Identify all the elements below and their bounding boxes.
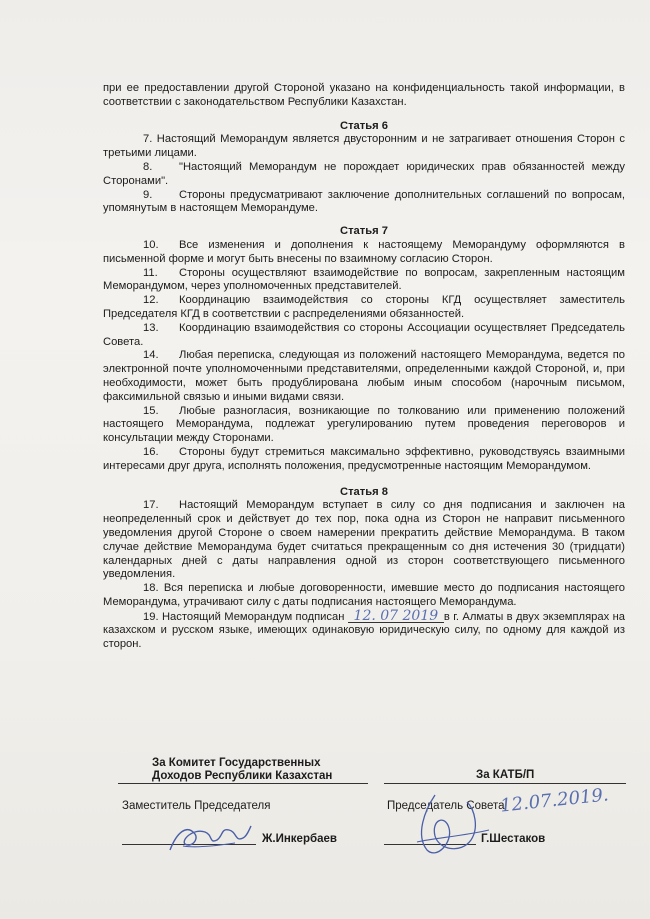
paragraph-19	[103, 607, 625, 652]
article-6-title: Статья 6	[340, 119, 388, 132]
paragraph-17-text: Настоящий Меморандум вступает в силу со дня подписания и заключен на неопределенный срок и действует до тех пор, пока одна из Сторон не направит письменного уведомления другой Стороне о своем намерении прекратить действие Меморандума. В таком случае действие Меморандума будет считаться прекращенным со дня истечения 30 (тридцати) календарных дней с даты направления одной из сторон соответствующего письменного уведомления.	[103, 499, 625, 581]
paragraph-12-text: Координацию взаимодействия со стороны КГД осуществляет заместитель Председателя КГД в соответствии с распределениями обязанностей.	[103, 294, 625, 320]
paragraph-8-text: "Настоящий Меморандум не порождает юридических прав обязанностей между Сторонами".	[103, 160, 625, 187]
paragraph-9	[103, 189, 625, 217]
paragraph-13-number: 13.	[143, 321, 159, 334]
paragraph-8-number: 8.	[143, 160, 153, 173]
left-party-line-2: Доходов Республики Казахстан	[152, 770, 333, 782]
paragraph-10-text: Все изменения и дополнения к настоящему Меморандуму оформляются в письменной форме и могут быть внесены по взаимному согласию Сторон.	[103, 238, 625, 265]
right-handwritten-date: 12.07.2019.	[499, 784, 610, 817]
paragraph-12-number: 12.	[143, 294, 159, 307]
left-party-underline	[118, 783, 368, 784]
paragraph-19-end: в г. Алматы в двух экземплярах на казахском и русском языке, имеющих одинаковую юридическую силу, по одному для каждой из сторон.	[103, 610, 625, 651]
left-signatory-role: Заместитель Председателя	[122, 800, 271, 812]
left-signatory-name: Ж.Инкербаев	[262, 833, 337, 845]
paragraph-14-number: 14.	[143, 349, 159, 362]
paragraph-10-number: 10.	[143, 238, 159, 251]
right-party-underline	[384, 783, 626, 784]
paragraph-13-text: Координацию взаимодействия со стороны Ассоциации осуществляет Председатель Совета.	[103, 321, 625, 348]
paragraph-19-start: 19. Настоящий Меморандум подписан	[143, 610, 345, 623]
left-signature-icon	[165, 810, 255, 860]
paragraph-15-number: 15.	[143, 404, 159, 417]
paragraph-7: 7. Настоящий Меморандум является двусторонним и не затрагивает отношения Сторон с третьими лицами.	[103, 133, 625, 160]
paragraph-18: 18. Вся переписка и любые договоренности, имевшие место до подписания настоящего Меморандума, утрачивают силу с даты подписания настоящего Меморандума.	[103, 582, 625, 608]
intro-paragraph: при ее предоставлении другой Стороной указано на конфиденциальность такой информации, в соответствии с законодательством Республики Казахстан.	[103, 82, 625, 108]
paragraph-16-text: Стороны будут стремиться максимально эффективно, руководствуясь взаимными интересами друг друга, исполнять положения, предусмотренные настоящим Меморандумом.	[103, 445, 625, 472]
left-party-line-1: За Комитет Государственных	[152, 757, 321, 769]
paragraph-12	[103, 294, 625, 322]
right-party-title: За КАТБ/П	[476, 769, 535, 781]
right-signatory-name: Г.Шестаков	[481, 833, 546, 845]
paragraph-11	[103, 267, 625, 295]
paragraph-17	[103, 499, 625, 582]
paragraph-16-number: 16.	[143, 445, 159, 458]
paragraph-9-number: 9.	[143, 188, 153, 201]
paragraph-14	[103, 349, 625, 404]
paragraph-16	[103, 446, 625, 474]
paragraph-11-number: 11.	[143, 266, 158, 279]
right-signatory-role: Председатель Совета	[387, 800, 505, 812]
paragraph-14-text: Любая переписка, следующая из положений настоящего Меморандума, ведется по электронной почте уполномоченными представителями, определенными каждой Стороной, и, при необходимости, может быть продублирована любым иным способом (нарочным письмом, факсимильной связью и иными видами связи.	[103, 349, 625, 403]
paragraph-15	[103, 405, 625, 446]
paragraph-11-text: Стороны осуществляют взаимодействие по вопросам, закрепленным настоящим Меморандумом, через уполномоченных представителей.	[103, 266, 625, 293]
signing-date-handwritten: 12. 07 2019	[348, 610, 444, 623]
paragraph-15-text: Любые разногласия, возникающие по толкованию или применению положений настоящего Меморандума, подлежат урегулированию путем проведения переговоров и консультации между Сторонами.	[103, 404, 625, 445]
right-signature-icon	[405, 790, 495, 860]
paragraph-10	[103, 239, 625, 267]
article-8-title: Статья 8	[340, 485, 388, 498]
article-7-title: Статья 7	[340, 225, 388, 238]
paragraph-17-number: 17.	[143, 499, 159, 512]
paragraph-13	[103, 322, 625, 350]
document-body	[103, 82, 625, 652]
paragraph-8	[103, 161, 625, 189]
paragraph-9-text: Стороны предусматривают заключение дополнительных соглашений по вопросам, упомянутым в настоящем Меморандуме.	[103, 188, 625, 215]
